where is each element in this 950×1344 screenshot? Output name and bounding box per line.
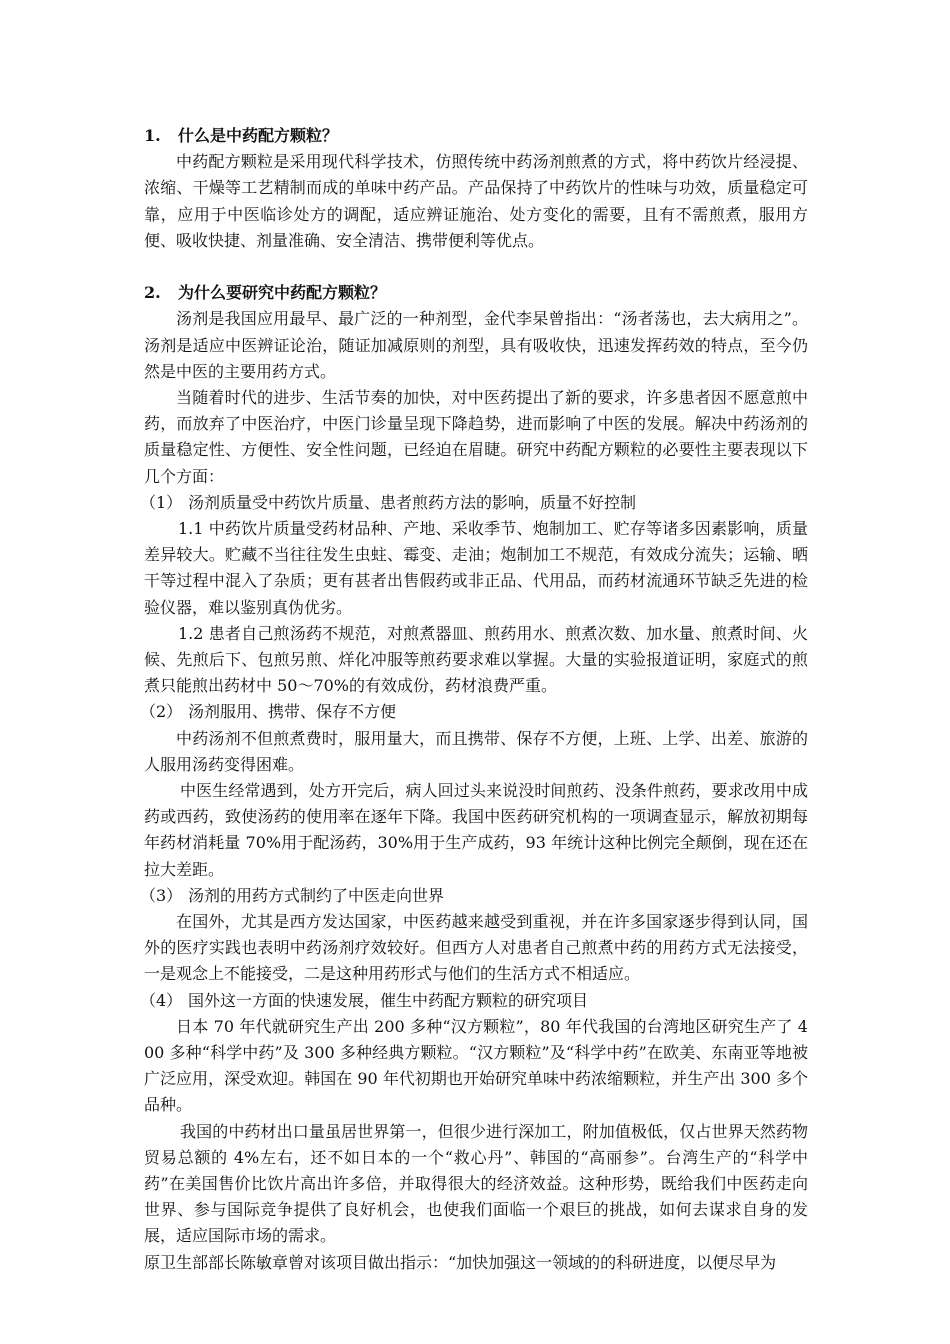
section-1-number: 1. xyxy=(144,126,161,145)
point-2-paragraph-2: 中医生经常遇到，处方开完后，病人回过头来说没时间煎药、没条件煎药，要求改用中成药或西药，致使汤药的使用率在逐年下降。我国中医药研究机构的一项调查显示，解放初期每年药材消耗量 70%用于配汤药，30%用于生产成药，93 年统计这种比例完全颠倒，现在还在拉大差距。 xyxy=(144,781,808,879)
section-1-paragraph: 中药配方颗粒是采用现代科学技术，仿照传统中药汤剂煎煮的方式，将中药饮片经浸提、浓缩、干燥等工艺精制而成的单味中药产品。产品保持了中药饮片的性味与功效，质量稳定可靠，应用于中医临诊处方的调配，适应辨证施治、处方变化的需要，且有不需煎煮，服用方便、吸收快捷、剂量准确、安全清洁、携带便利等优点。 xyxy=(144,152,808,250)
point-3-title: 汤剂的用药方式制约了中医走向世界 xyxy=(188,885,445,905)
point-2-mark: （2） xyxy=(140,702,183,722)
point-4-paragraph-1: 日本 70 年代就研究生产出 200 多种“汉方颗粒”，80 年代我国的台湾地区研究生产了 400 多种“科学中药”及 300 多种经典方颗粒。“汉方颗粒”及“科学中药”在欧美、东南亚等地被广泛应用，深受欢迎。韩国在 90 年代初期也开始研究单味中药浓缩颗粒，并生产出 300 多个品种。 xyxy=(144,1016,808,1115)
point-3-heading xyxy=(140,883,808,909)
section-1-title: 什么是中药配方颗粒？ xyxy=(178,126,339,145)
point-2-paragraph-1: 中药汤剂不但煎煮费时，服用量大，而且携带、保存不方便，上班、上学、出差、旅游的人服用汤药变得困难。 xyxy=(144,728,808,774)
section-2-heading xyxy=(144,280,808,306)
section-1-heading xyxy=(144,123,808,149)
section-2-number: 2. xyxy=(144,283,161,303)
point-1-mark: （1） xyxy=(140,492,183,512)
section-2-intro-paragraph-1: 汤剂是我国应用最早、最广泛的一种剂型，金代李杲曾指出：“汤者荡也，去大病用之”。汤剂是适应中医辨证论治，随证加减原则的剂型，具有吸收快，迅速发挥药效的特点，至今仍然是中医的主要用药方式。 xyxy=(144,309,808,381)
point-1-title: 汤剂质量受中药饮片质量、患者煎药方法的影响，质量不好控制 xyxy=(188,492,637,512)
point-2-title: 汤剂服用、携带、保存不方便 xyxy=(188,702,397,722)
point-4-paragraph-2: 我国的中药材出口量虽居世界第一，但很少进行深加工，附加值极低，仅占世界天然药物贸易总额的 4%左右，还不如日本的一个“救心丹”、韩国的“高丽参”。台湾生产的“科学中药”在美国售价比饮片高出许多倍，并取得很大的经济效益。这种形势，既给我们中医药走向世界、参与国际竞争提供了良好机会，也使我们面临一个艰巨的挑战，如何去谋求自身的发展，适应国际市场的需求。 xyxy=(144,1121,808,1246)
point-1-heading xyxy=(140,490,808,516)
point-1-paragraph-2: 1.2 患者自己煎汤药不规范，对煎煮器皿、煎药用水、煎煮次数、加水量、煎煮时间、火候、先煎后下、包煎另煎、烊化冲服等煎药要求难以掌握。大量的实验报道证明，家庭式的煎煮只能煎出药材中 50～70%的有效成份，药材浪费严重。 xyxy=(144,623,808,696)
point-4-mark: （4） xyxy=(140,990,183,1010)
point-2-heading xyxy=(140,699,808,725)
section-2-intro-paragraph-2: 当随着时代的进步、生活节奏的加快，对中医药提出了新的要求，许多患者因不愿意煎中药，而放弃了中医治疗，中医门诊量呈现下降趋势，进而影响了中医的发展。解决中药汤剂的质量稳定性、方便性、安全性问题，已经迫在眉睫。研究中药配方颗粒的必要性主要表现以下几个方面： xyxy=(144,387,808,486)
section-2-title: 为什么要研究中药配方颗粒？ xyxy=(178,283,387,303)
point-4-title: 国外这一方面的快速发展，催生中药配方颗粒的研究项目 xyxy=(188,990,589,1010)
document-body xyxy=(140,123,808,1276)
point-3-paragraph-1: 在国外，尤其是西方发达国家，中医药越来越受到重视，并在许多国家逐步得到认同，国外的医疗实践也表明中药汤剂疗效较好。但西方人对患者自己煎煮中药的用药方式无法接受，一是观念上不能接受，二是这种用药形式与他们的生活方式不相适应。 xyxy=(144,912,808,984)
point-4-heading xyxy=(140,988,808,1014)
closing-paragraph: 原卫生部部长陈敏章曾对该项目做出指示：“加快加强这一领域的的科研进度，以便尽早为 xyxy=(144,1252,777,1272)
point-1-paragraph-1: 1.1 中药饮片质量受药材品种、产地、采收季节、炮制加工、贮存等诸多因素影响，质量差异较大。贮藏不当往往发生虫蛀、霉变、走油；炮制加工不规范，有效成分流失；运输、晒干等过程中混入了杂质；更有甚者出售假药或非正品、代用品，而药材流通环节缺乏先进的检验仪器，难以鉴别真伪优劣。 xyxy=(144,518,808,617)
point-3-mark: （3） xyxy=(140,885,183,905)
